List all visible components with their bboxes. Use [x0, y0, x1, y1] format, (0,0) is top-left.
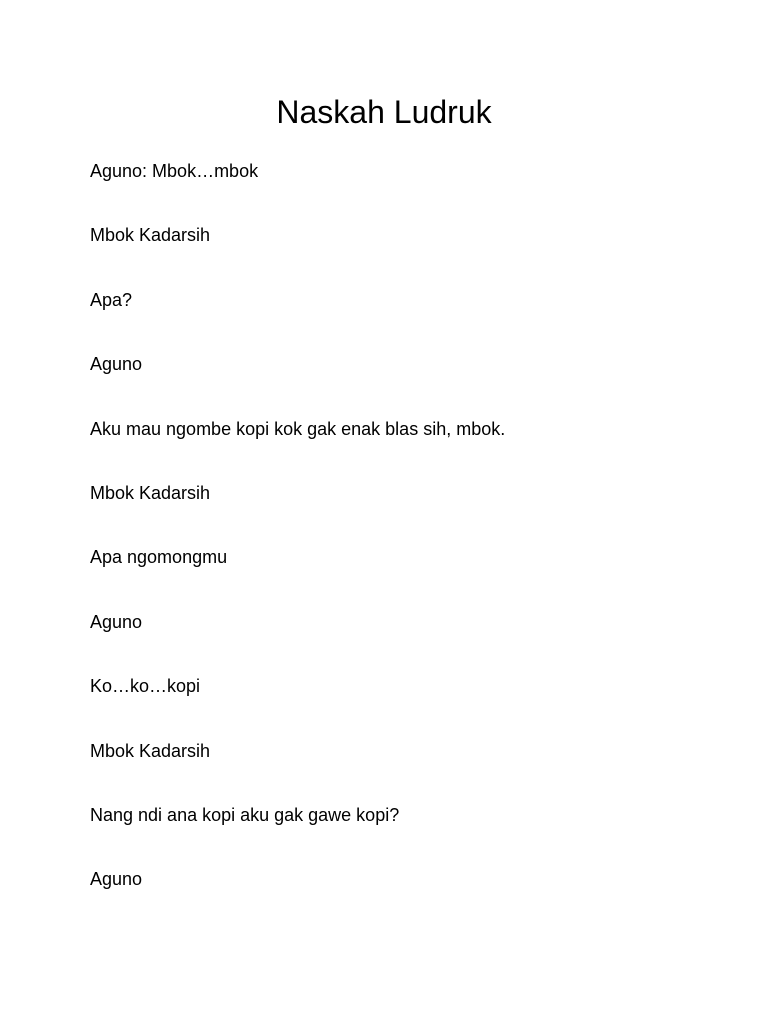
script-line: Aku mau ngombe kopi kok gak enak blas sih, mbok. — [90, 418, 506, 439]
script-line: Nang ndi ana kopi aku gak gawe kopi? — [90, 804, 400, 825]
script-line: Mbok Kadarsih — [90, 225, 211, 246]
script-line: Aguno — [90, 354, 143, 375]
script-line: Apa? — [90, 289, 133, 310]
script-line: Aguno: Mbok…mbok — [90, 161, 259, 181]
script-line: Ko…ko…kopi — [90, 676, 201, 697]
script-line: Aguno — [90, 869, 143, 890]
script-line: Mbok Kadarsih — [90, 740, 211, 761]
script-lines — [90, 157, 710, 930]
document-title: Naskah Ludruk — [276, 94, 492, 130]
script-line: Apa ngomongmu — [90, 547, 228, 568]
script-line: Aguno — [90, 611, 143, 632]
script-line: Mbok Kadarsih — [90, 482, 211, 503]
